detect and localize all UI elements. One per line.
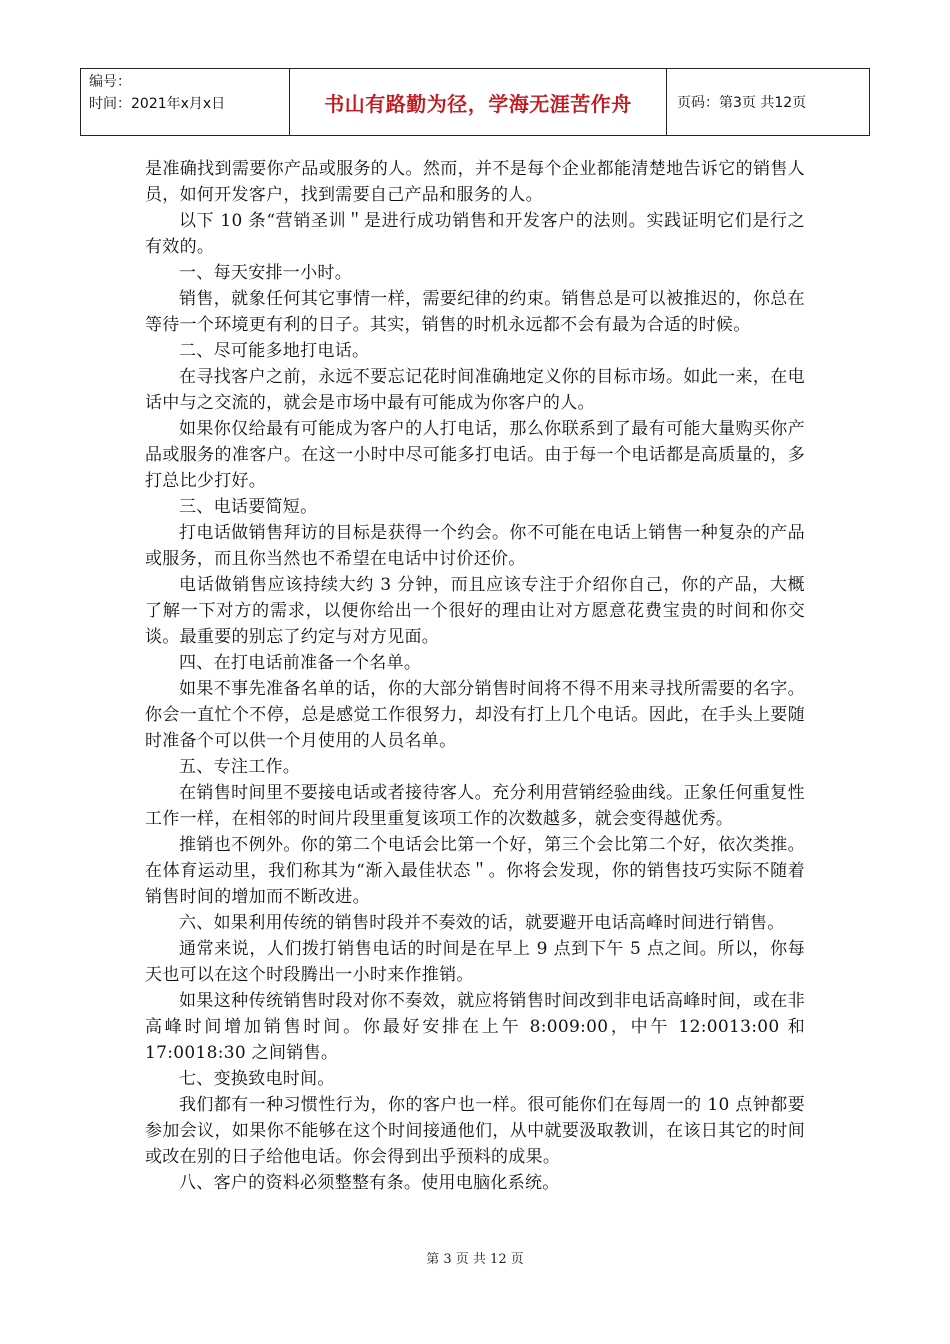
paragraph: 我们都有一种习惯性行为，你的客户也一样。很可能你们在每周一的 10 点钟都要参加会议，如果你不能够在这个时间接通他们，从中就要汲取教训，在该日其它的时间或改在别的日子给他电话。你会得到出乎预料的成果。: [145, 1095, 805, 1167]
header-motto: 书山有路勤为径，学海无涯苦作舟: [290, 69, 667, 136]
paragraph: 是准确找到需要你产品或服务的人。然而，并不是每个企业都能清楚地告诉它的销售人员，如何开发客户，找到需要自己产品和服务的人。: [145, 159, 805, 205]
section-heading: 四、在打电话前准备一个名单。: [179, 653, 422, 673]
paragraph: 如果你仅给最有可能成为客户的人打电话，那么你联系到了最有可能大量购买你产品或服务的准客户。在这一小时中尽可能多打电话。由于每一个电话都是高质量的，多打总比少打好。: [145, 419, 805, 491]
document-body: [145, 156, 805, 1196]
paragraph: 在销售时间里不要接电话或者接待客人。充分利用营销经验曲线。正象任何重复性工作一样，在相邻的时间片段里重复该项工作的次数越多，就会变得越优秀。: [145, 783, 805, 829]
section-heading: 八、客户的资料必须整整有条。使用电脑化系统。: [179, 1173, 560, 1193]
paragraph: 通常来说，人们拨打销售电话的时间是在早上 9 点到下午 5 点之间。所以，你每天也可以在这个时段腾出一小时来作推销。: [145, 939, 805, 985]
header-meta-cell: [81, 69, 290, 136]
document-number-label: 编号：: [89, 74, 131, 90]
document-header: [80, 68, 870, 136]
section-heading: 三、电话要简短。: [179, 497, 318, 517]
document-date-label: 时间：2021年x月x日: [89, 96, 226, 112]
header-page-label: 页码：第3页 共12页: [667, 69, 870, 136]
page-footer: 第 3 页 共 12 页: [426, 1252, 524, 1267]
section-heading: 六、如果利用传统的销售时段并不奏效的话，就要避开电话高峰时间进行销售。: [179, 913, 785, 933]
paragraph: 打电话做销售拜访的目标是获得一个约会。你不可能在电话上销售一种复杂的产品或服务，而且你当然也不希望在电话中讨价还价。: [145, 523, 805, 569]
section-heading: 二、尽可能多地打电话。: [179, 341, 370, 361]
paragraph: 在寻找客户之前，永远不要忘记花时间准确地定义你的目标市场。如此一来，在电话中与之交流的，就会是市场中最有可能成为你客户的人。: [145, 367, 805, 413]
section-heading: 五、专注工作。: [179, 757, 301, 777]
paragraph: 推销也不例外。你的第二个电话会比第一个好，第三个会比第二个好，依次类推。在体育运动里，我们称其为“渐入最佳状态＂。你将会发现，你的销售技巧实际不随着销售时间的增加而不断改进。: [145, 835, 805, 907]
paragraph: 电话做销售应该持续大约 3 分钟，而且应该专注于介绍你自己，你的产品，大概了解一下对方的需求，以便你给出一个很好的理由让对方愿意花费宝贵的时间和你交谈。最重要的别忘了约定与对方见面。: [145, 575, 805, 647]
paragraph: 以下 10 条“营销圣训＂是进行成功销售和开发客户的法则。实践证明它们是行之有效的。: [145, 211, 805, 257]
section-heading: 一、每天安排一小时。: [179, 263, 352, 283]
paragraph: 如果这种传统销售时段对你不奏效，就应将销售时间改到非电话高峰时间，或在非高峰时间增加销售时间。你最好安排在上午 8:009:00，中午 12:0013:00 和 17:0018:30 之间销售。: [145, 991, 805, 1063]
paragraph: 如果不事先准备名单的话，你的大部分销售时间将不得不用来寻找所需要的名字。你会一直忙个不停，总是感觉工作很努力，却没有打上几个电话。因此，在手头上要随时准备个可以供一个月使用的人员名单。: [145, 679, 805, 751]
paragraph: 销售，就象任何其它事情一样，需要纪律的约束。销售总是可以被推迟的，你总在等待一个环境更有利的日子。其实，销售的时机永远都不会有最为合适的时候。: [145, 289, 805, 335]
section-heading: 七、变换致电时间。: [179, 1069, 335, 1089]
